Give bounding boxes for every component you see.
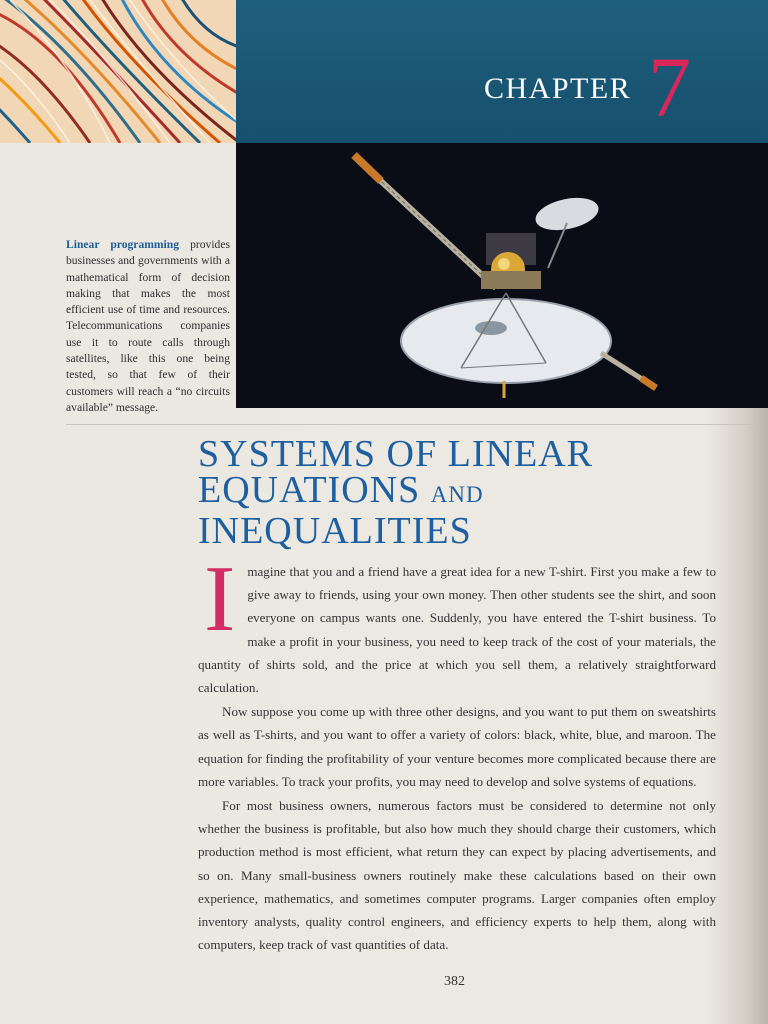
title-line-2 (198, 469, 738, 513)
chapter-label: CHAPTER (484, 72, 632, 105)
paragraph-3: For most business owners, numerous factors must be considered to determine not only whether the business is profitable, but also how much they should charge their customers, which production method is most efficient, what return they can expect by placing advertisements, and so on. Many small-business owners routinely make these calculations based on their own experience, mathematics, and sometimes computer programs. Larger companies often employ inventory analysts, quality control engineers, and efficiency experts to help them, along with computers, keep track of vast quantities of data. (198, 798, 716, 953)
satellite-photo (236, 143, 768, 408)
page-number: 382 (444, 974, 465, 989)
title-line-2-small: AND (430, 482, 484, 507)
title-line-2-main: EQUATIONS (198, 469, 431, 511)
marbled-paper-image (0, 0, 236, 143)
caption-text: provides businesses and governments with a mathematical form of decision making that makes the most efficient use of time and resources. Telecommunications companies use it to route calls through satellites, like this one being tested, so that few of their customers will reach a “no circuits available” message. (66, 238, 230, 414)
section-divider (66, 424, 756, 425)
title-line-3: INEQUALITIES (198, 510, 472, 552)
paragraph-1-text: magine that you and a friend have a great idea for a new T-shirt. First you make a few to give away to friends, using your own money. Then other students see the shirt, and soon everyone on campus wants one. Suddenly, you have entered the T-shirt business. To make a profit in your business, you need to keep track of the cost of your materials, the quantity of shirts sold, and the price at which you sell them, a relatively straightforward calculation. (198, 564, 716, 696)
paragraph-1 (198, 547, 716, 699)
title-line-1: SYSTEMS OF LINEAR (198, 433, 593, 475)
figure-caption (66, 237, 230, 416)
caption-term: Linear programming (66, 238, 180, 251)
chapter-title (198, 433, 738, 552)
chapter-number: 7 (648, 39, 691, 135)
drop-cap: I (204, 547, 236, 651)
body-text (198, 547, 716, 956)
paragraph-2: Now suppose you come up with three other designs, and you want to put them on sweatshirts as well as T-shirts, and you want to offer a variety of colors: black, white, blue, and maroon. The equation for finding the profitability of your venture becomes more complicated because there are more variables. To track your profits, you may need to develop and solve systems of equations. (198, 704, 716, 789)
